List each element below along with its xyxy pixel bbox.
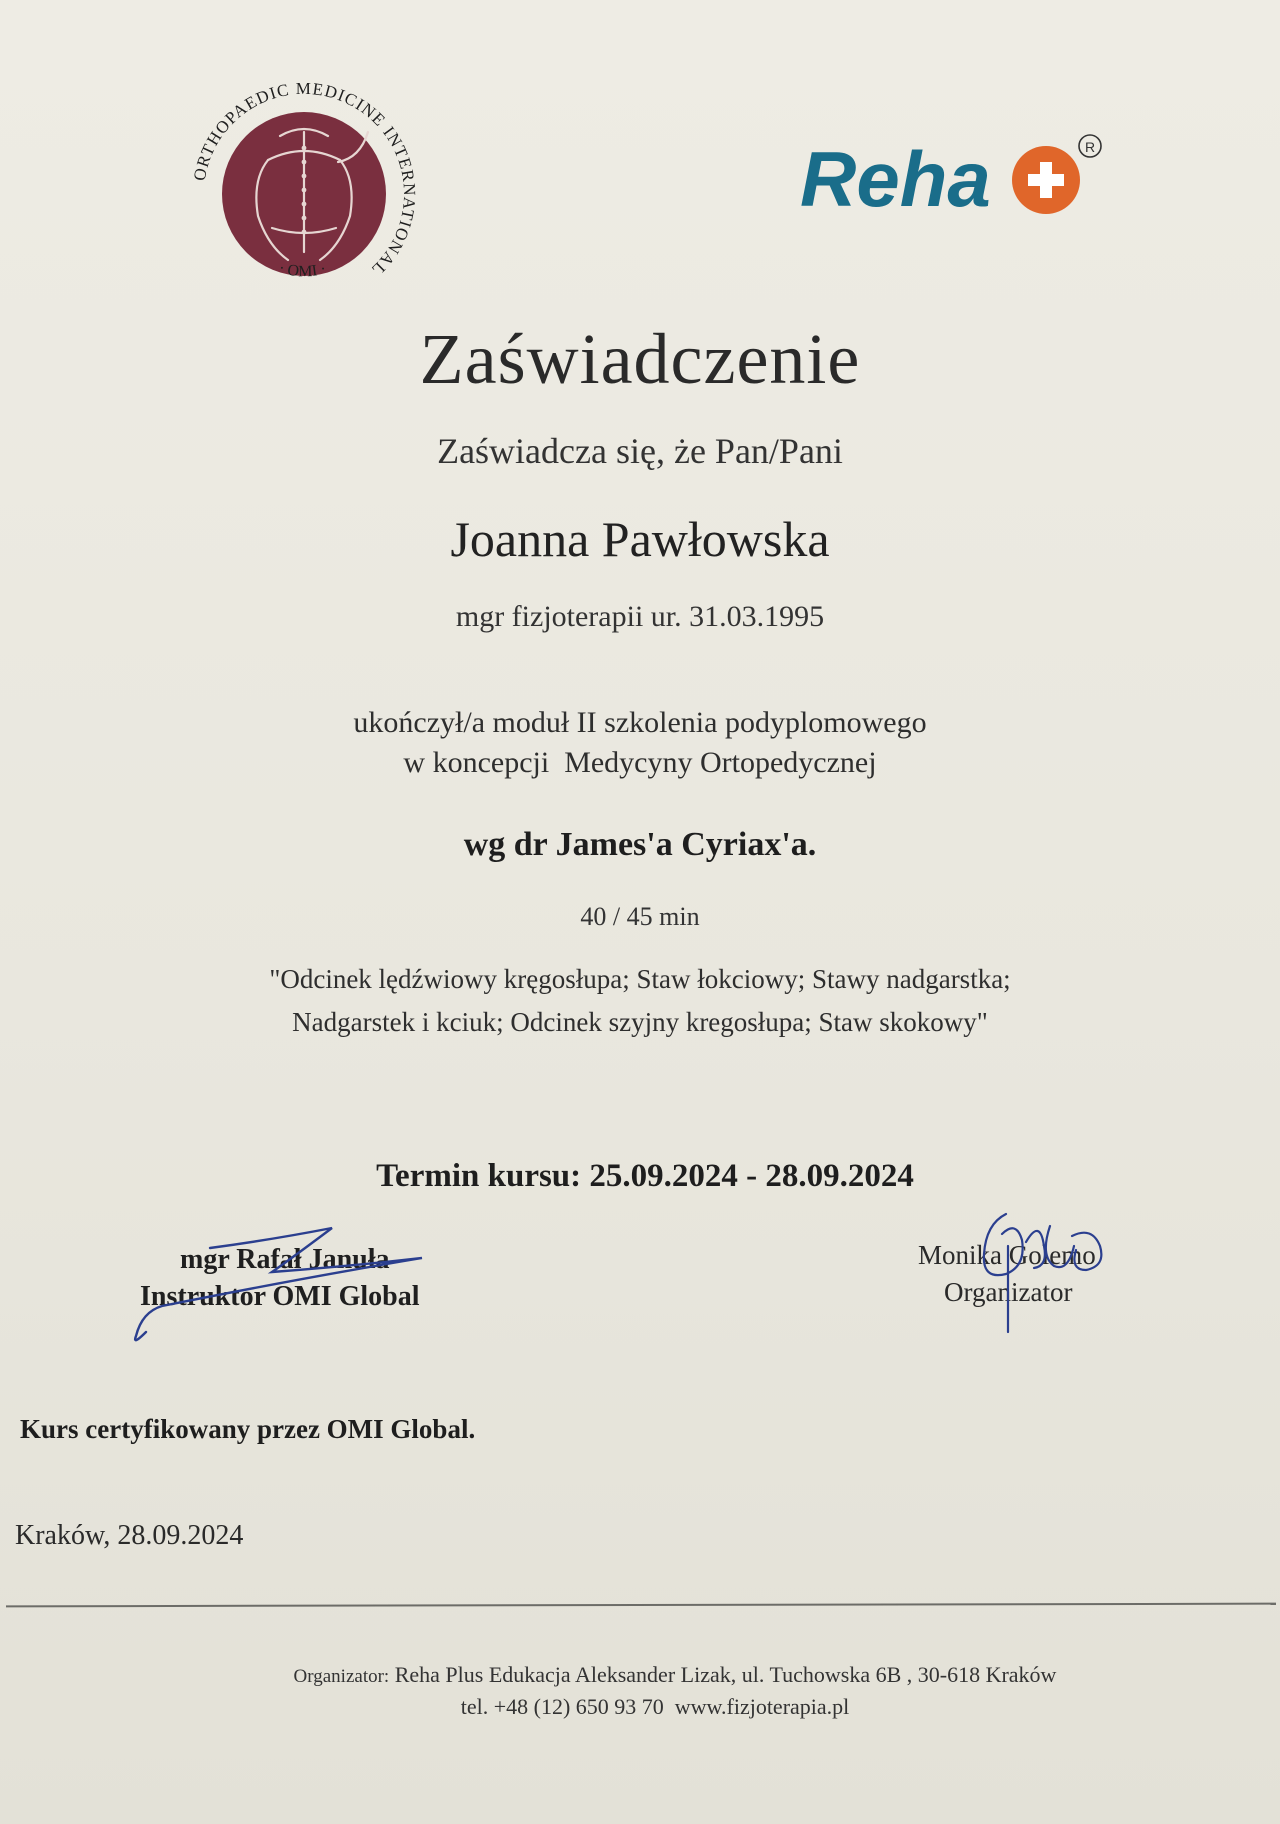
seal-bottom-text: · OMI · <box>276 259 328 281</box>
topics-line-1: "Odcinek lędźwiowy kręgosłupa; Staw łokciowy; Stawy nadgarstka; <box>269 964 1011 994</box>
body-line-2: w koncepcji Medycyny Ortopedycznej <box>403 746 877 779</box>
degree-line: mgr fizjoterapii ur. 31.03.1995 <box>455 600 825 633</box>
instructor-name: mgr Rafał Januła <box>180 1244 390 1275</box>
registered-icon: R <box>1084 139 1096 155</box>
certified-by-note: Kurs certyfikowany przez OMI Global. <box>20 1414 476 1444</box>
footer-contact: tel. +48 (12) 650 93 70 www.fizjoterapia.pl <box>460 1694 850 1719</box>
certify-line: Zaświadcza się, że Pan/Pani <box>437 431 843 471</box>
author-line: wg dr James'a Cyriax'a. <box>463 826 817 863</box>
organizer-name: Monika Golemo <box>918 1240 1096 1270</box>
organizer-signature <box>968 1206 1118 1336</box>
footer-divider <box>6 1603 1276 1608</box>
certificate-title: Zaświadczenie <box>419 319 861 399</box>
course-term: Termin kursu: 25.09.2024 - 28.09.2024 <box>376 1158 914 1194</box>
footer-address: Reha Plus Edukacja Aleksander Lizak, ul. Tuchowska 6B , 30-618 Kraków <box>394 1662 1057 1687</box>
reha-plus-logo <box>800 128 1106 228</box>
recipient-name: Joanna Pawłowska <box>450 511 830 567</box>
topics-line-2: Nadgarstek i kciuk; Odcinek szyjny kregosłupa; Staw skokowy" <box>292 1007 988 1037</box>
omi-seal-logo <box>188 78 420 310</box>
place-and-date: Kraków, 28.09.2024 <box>15 1520 244 1551</box>
plus-icon-v <box>1040 162 1052 198</box>
hours-line: 40 / 45 min <box>580 902 700 931</box>
body-line-1: ukończył/a moduł II szkolenia podyplomowego <box>353 706 927 739</box>
seal-ring-text: ORTHOPAEDIC MEDICINE INTERNATIONAL <box>189 78 420 280</box>
footer-address-line <box>0 1662 1280 1688</box>
footer-label: Organizator: <box>293 1666 390 1687</box>
instructor-role: Instruktor OMI Global <box>140 1281 420 1312</box>
organizer-role: Organizator <box>944 1277 1073 1307</box>
reha-logo-text: Reha <box>800 135 991 223</box>
